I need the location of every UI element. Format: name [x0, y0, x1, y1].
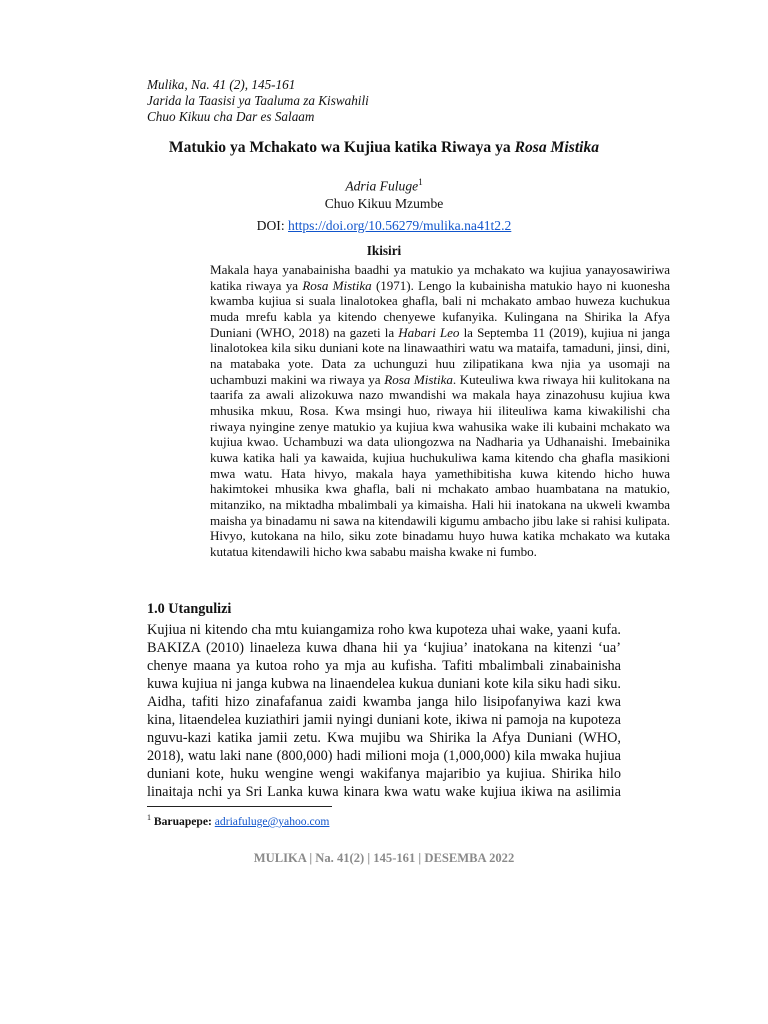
footnote	[147, 813, 329, 828]
abstract-text	[210, 262, 670, 559]
abstract-part-2: (1971). Lengo la kubainisha matukio hayo ni kuonesha kwamba kujiua si suala linalotokea ghafla, bali ni mchakato ambao huweza kuchukua muda mrefu kabla ya kitendo chenyewe kufanyika. Kulingana na Shirika la Afya Duniani (WHO, 2018) na gazeti la	[210, 277, 670, 340]
author-block	[0, 174, 768, 212]
article-title	[0, 139, 768, 157]
journal-name: Jarida la Taasisi ya Taaluma za Kiswahili	[147, 93, 369, 108]
doi-line	[0, 218, 768, 234]
footnote-label: Baruapepe:	[153, 814, 212, 828]
abstract-book-title-1: Rosa Mistika	[302, 277, 372, 293]
author-name: Adria Fuluge	[345, 178, 419, 194]
author-affiliation: Chuo Kikuu Mzumbe	[324, 195, 444, 211]
abstract-book-title-2: Rosa Mistika	[384, 371, 453, 387]
abstract-newspaper-title: Habari Leo	[398, 324, 460, 340]
abstract-part-3: la Septemba 11 (2019), kujiua ni janga linalotokea kila siku duniani kote na linawaathiri watu wa mataifa, tamaduni, jinsi, dini, na matabaka yote. Data za uchunguzi huu zilipatikana kwa njia ya usomaji na uchambuzi makini wa riwaya ya	[210, 324, 670, 387]
title-main: Matukio ya Mchakato wa Kujiua katika Riwaya ya	[168, 139, 515, 156]
footnote-marker: 1	[147, 813, 151, 822]
abstract-part-1: Makala haya yanabainisha baadhi ya matukio ya mchakato wa kujiua yanayosawiriwa katika riwaya ya	[210, 262, 670, 293]
abstract-heading: Ikisiri	[366, 243, 402, 258]
doi-label: DOI:	[256, 218, 289, 233]
journal-header	[147, 77, 369, 125]
doi-link[interactable]: https://doi.org/10.56279/mulika.na41t2.2	[288, 218, 512, 233]
author-footnote-marker: 1	[418, 177, 423, 187]
section-heading: 1.0 Utangulizi	[147, 601, 232, 617]
journal-institution: Chuo Kikuu cha Dar es Salaam	[147, 109, 315, 124]
journal-citation: Mulika, Na. 41 (2), 145-161	[147, 77, 296, 92]
abstract-part-4: . Kuteuliwa kwa riwaya hii kulitokana na taarifa za awali alizokuwa nazo mwandishi wa makala haya zinazohusu kujiua kwa mhusika mkuu, Rosa. Kwa msingi huo, riwaya hii iliteuliwa kama kiwakilishi cha riwaya nyingine zenye matukio ya kujiua kwa wahusika wake ili kubaini mchakato wa kujiua kwao. Uchambuzi wa data uliongozwa na Nadharia ya Udhanaishi. Imebainika kuwa katika hali ya kawaida, kujiua huchukuliwa kama kitendo cha ghafla masikioni mwa watu. Hata hivyo, makala haya yamethibitisha kuwa kitendo hicho huwa hakimtokei mhusika kwa ghafla, bali ni mchakato ambao huambatana na matukio, mitanziko, na miktadha mbalimbali ya kimaisha. Hali hii inatokana na ukweli kwamba maisha ya binadamu ni sawa na kitendawili kigumu ambacho jibu lake si rahisi kulipata. Hivyo, kutokana na hilo, siku zote binadamu huyo huwa katika mchakato wa kutaka kutatua kitendawili hicho kwa sababu maisha kwake ni fumbo.	[210, 371, 670, 559]
footnote-divider	[147, 806, 332, 807]
footnote-email-link[interactable]: adriafuluge@yahoo.com	[214, 814, 330, 828]
title-book: Rosa Mistika	[514, 139, 600, 156]
section-body: Kujiua ni kitendo cha mtu kuiangamiza roho kwa kupoteza uhai wake, yaani kufa. BAKIZA (2010) linaeleza kuwa dhana hii ya ‘kujiua’ inatokana na kitenzi ‘ua’ chenye maana ya kutoa roho ya mja au kufisha. Tafiti mbalimbali zinabainisha kuwa kujiua ni janga kubwa na linaendelea kukua duniani kote kila siku hadi siku. Aidha, tafiti hizo zinafafanua zaidi kwamba janga hilo lisipofanyiwa kazi kwa kina, litaendelea kuziathiri jamii nyingi duniani kote, ikiwa ni pamoja na kupoteza nguvu-kazi katika jamii zetu. Kwa mujibu wa Shirika la Afya Duniani (WHO, 2018), watu laki nane (800,000) hadi milioni moja (1,000,000) kila mwaka hujiua duniani kote, huku wengine wengi wakifanya majaribio ya kujiua. Shirika hilo linaitaja nchi ya Sri Lanka kuwa kinara kwa watu wake kujiua ikiwa na asilimia	[147, 622, 621, 801]
page-footer: MULIKA | Na. 41(2) | 145-161 | DESEMBA 2022	[253, 851, 515, 865]
